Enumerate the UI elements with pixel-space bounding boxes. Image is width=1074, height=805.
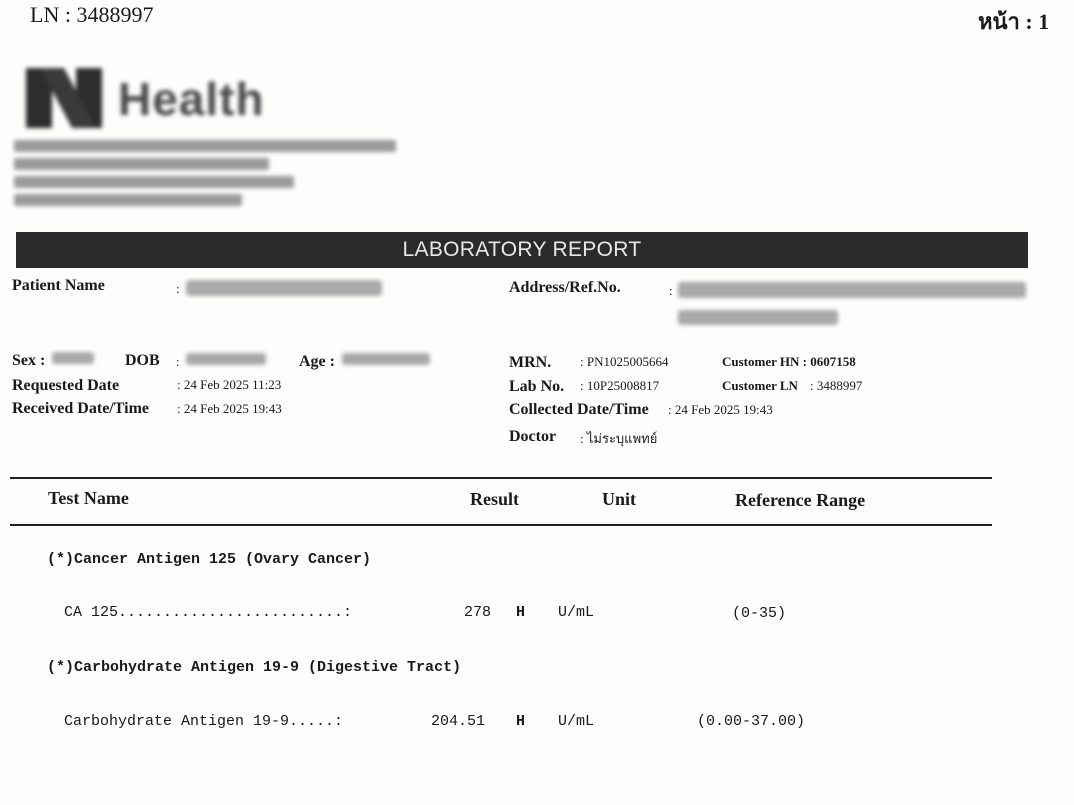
clinic-address-redacted	[14, 138, 404, 210]
collected-date-label: Collected Date/Time	[509, 401, 649, 418]
patient-name-colon: :	[176, 281, 180, 296]
customer-ln-label: Customer LN	[722, 378, 798, 393]
customer-ln-value: : 3488997	[810, 378, 863, 393]
col-header-reference: Reference Range	[735, 490, 866, 510]
dob-colon: :	[176, 354, 180, 369]
dob-label: DOB	[125, 352, 160, 369]
doctor-label: Doctor	[509, 428, 557, 445]
requested-date-label: Requested Date	[12, 377, 120, 394]
unit-ca125: U/mL	[558, 604, 595, 621]
report-title: LABORATORY REPORT	[402, 238, 642, 261]
table-top-rule	[10, 477, 992, 479]
section-title: (*)Cancer Antigen 125 (Ovary Cancer)	[47, 551, 372, 568]
mrn-label: MRN.	[509, 354, 552, 371]
col-header-test-name: Test Name	[48, 488, 129, 508]
received-date-value: : 24 Feb 2025 19:43	[177, 401, 282, 416]
doctor-value: : ไม่ระบุแพทย์	[580, 431, 658, 446]
received-date-label: Received Date/Time	[12, 400, 149, 417]
range-ca125: (0-35)	[732, 605, 787, 622]
dob-redacted	[186, 353, 266, 365]
col-header-result: Result	[470, 489, 519, 509]
address-redacted-line-2	[678, 310, 838, 325]
patient-name-label: Patient Name	[12, 277, 105, 294]
test-name-ca19-9: Carbohydrate Antigen 19-9.....:	[64, 713, 344, 730]
collected-date-value: : 24 Feb 2025 19:43	[668, 402, 773, 417]
section-title: (*)Carbohydrate Antigen 19-9 (Digestive Tract)	[47, 659, 462, 676]
lab-no-value: : 10P25008817	[580, 378, 660, 393]
address-colon: :	[669, 283, 673, 298]
lab-no-label: Lab No.	[509, 378, 565, 395]
mrn-value: : PN1025005664	[580, 354, 669, 369]
age-redacted	[342, 353, 430, 365]
sex-redacted	[52, 352, 94, 364]
ln-number: LN : 3488997	[30, 2, 154, 27]
unit-ca19-9: U/mL	[558, 713, 595, 730]
sex-label: Sex :	[12, 352, 46, 369]
requested-date-value: : 24 Feb 2025 11:23	[177, 377, 282, 392]
flag-ca125: H	[516, 604, 526, 621]
address-label: Address/Ref.No.	[509, 279, 621, 296]
test-name-ca125: CA 125.........................:	[64, 604, 353, 621]
col-header-unit: Unit	[602, 489, 637, 509]
n-logo-icon	[26, 64, 106, 130]
report-title-banner	[16, 232, 1028, 268]
clinic-logo	[20, 62, 310, 137]
age-label: Age :	[299, 353, 335, 370]
page-number: หน้า : 1	[978, 9, 1050, 34]
customer-hn: Customer HN : 0607158	[722, 354, 856, 369]
patient-name-redacted	[186, 280, 382, 296]
address-redacted-line-1	[678, 282, 1026, 298]
result-ca19-9: 204.51	[431, 713, 486, 730]
result-ca125: 278	[464, 604, 492, 621]
table-header-rule	[10, 524, 992, 526]
logo-text: Health	[118, 73, 265, 125]
range-ca19-9: (0.00-37.00)	[697, 713, 806, 730]
flag-ca19-9: H	[516, 713, 526, 730]
